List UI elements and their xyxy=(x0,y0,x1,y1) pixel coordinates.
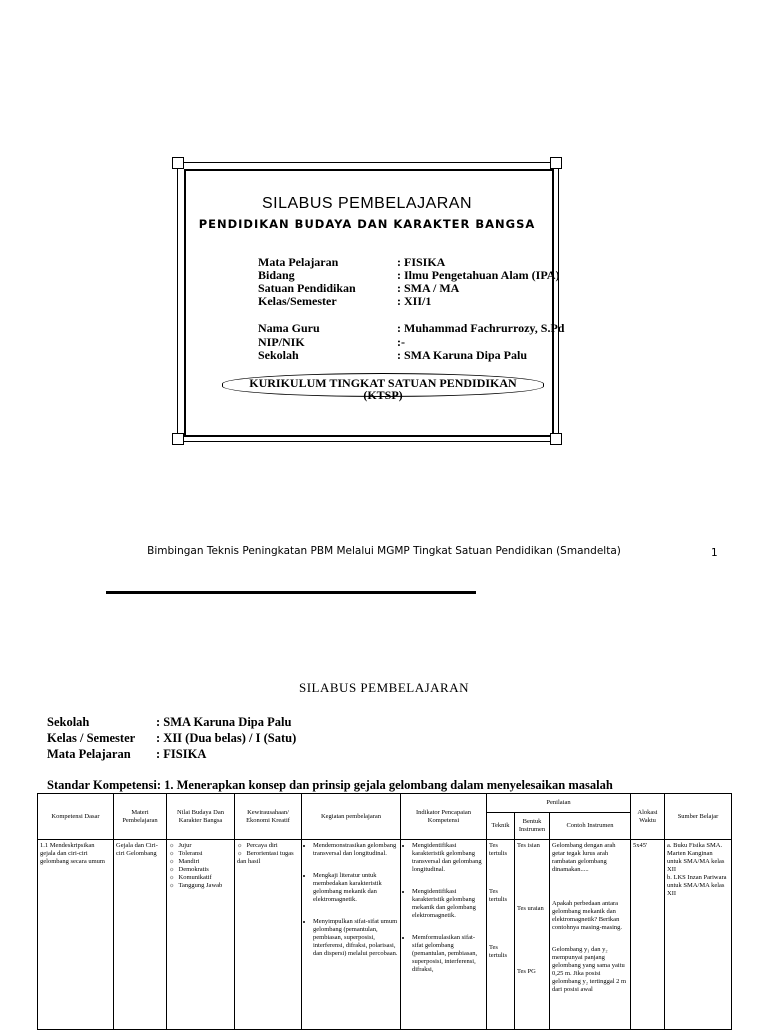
list-item: ☼ Toleransi xyxy=(169,850,232,858)
col-header: Kompetensi Dasar xyxy=(38,794,114,840)
col-header: Kewirausahaan/ Ekonomi Kreatif xyxy=(235,794,302,840)
cell-materi: Gejala dan Ciri-ciri Gelombang xyxy=(114,840,167,1030)
list-item: ☼ Demokratis xyxy=(169,866,232,874)
page-title: SILABUS PEMBELAJARAN xyxy=(299,680,469,695)
cell-teknik xyxy=(487,840,515,1030)
cover-subtitle: PENDIDIKAN BUDAYA DAN KARAKTER BANGSA xyxy=(198,217,536,231)
frame-corner xyxy=(550,433,562,445)
syllabus-table xyxy=(37,793,732,1030)
cell-text: Apakah perbedaan antara gelombang mekanik dan elektromagnetik? Berikan contohnya masing-masing. xyxy=(552,900,623,931)
meta-label: Mata Pelajaran xyxy=(47,747,131,761)
cell-sumber xyxy=(665,840,732,1030)
info-label: Kelas/Semester xyxy=(258,294,337,308)
list-item: • Mendemonstrasikan gelombang transversal dan longitudinal. xyxy=(313,842,398,858)
info-value: : SMA / MA xyxy=(397,281,460,295)
cell-text: Tes uraian xyxy=(517,905,544,912)
header-row xyxy=(38,794,732,813)
frame-corner xyxy=(172,157,184,169)
col-header: Sumber Belajar xyxy=(665,794,732,840)
info-label: Sekolah xyxy=(258,348,299,362)
list-item: • Menyimpulkan sifat-sifat umum gelombang (pemantulan, pembiasan, superposisi, interferensi, difraksi, polarisasi, dan dispersi) melalui percobaan. xyxy=(313,918,398,958)
list-item: ☼ Mandiri xyxy=(169,858,232,866)
cell-text: Tes tertulis xyxy=(489,842,508,857)
info-value: : SMA Karuna Dipa Palu xyxy=(397,348,528,362)
cell-alokasi: 5x45' xyxy=(631,840,665,1030)
cell-bentuk xyxy=(515,840,550,1030)
info-value: :- xyxy=(397,335,405,349)
list-item: ☼ Berorientasi tugas dan hasil xyxy=(237,850,299,866)
ktsp-line-2: (KTSP) xyxy=(363,388,403,402)
horizontal-rule xyxy=(106,591,476,594)
list-item: ☼ Tanggung Jawab xyxy=(169,882,232,890)
frame-corner xyxy=(172,433,184,445)
cell-nilai xyxy=(167,840,235,1030)
ktsp-line-1: KURIKULUM TINGKAT SATUAN PENDIDIKAN xyxy=(249,376,517,390)
list-item: • Mengkaji literatur untuk membedakan karakteristik gelombang mekanik dan elektromagnetik. xyxy=(313,872,398,904)
cell-text: Tes tertulis xyxy=(489,888,508,903)
col-header: Nilai Budaya Dan Karakter Bangsa xyxy=(167,794,235,840)
cell-kewira xyxy=(235,840,302,1030)
cover-title: SILABUS PEMBELAJARAN xyxy=(261,195,473,212)
table-row xyxy=(38,840,732,1030)
standar-kompetensi: Standar Kompetensi: 1. Menerapkan konsep dan prinsip gejala gelombang dalam menyelesaikan masalah xyxy=(47,778,613,792)
info-label: Nama Guru xyxy=(258,321,320,335)
cell-kegiatan xyxy=(302,840,401,1030)
col-header: Kegiatan pembelajaran xyxy=(302,794,401,840)
cell-text: b. LKS Inzan Pariwara untuk SMA/MA kelas XII xyxy=(667,874,727,897)
meta-value: : XII (Dua belas) / I (Satu) xyxy=(156,731,297,745)
cell-indikator xyxy=(401,840,487,1030)
list-item: • Mengidentifikasi karakteristik gelombang mekanik dan gelombang elektromagnetik. xyxy=(412,888,484,920)
ktsp-box xyxy=(222,373,544,402)
list-item: • Memformulasikan sifat-sifat gelombang (pemantulan, pembiasan, superposisi, interferensi, difraksi, xyxy=(412,934,484,974)
cell-text: Tes isian xyxy=(517,842,540,849)
col-header: Penilaian xyxy=(487,794,631,813)
col-header: Bentuk Instrumen xyxy=(515,813,550,840)
page-number: 1 xyxy=(711,547,718,559)
cell-kd: 1.1 Mendeskripsikan gejala dan ciri-ciri gelombang secara umum xyxy=(38,840,114,1030)
info-label: Satuan Pendidikan xyxy=(258,281,356,295)
cell-text: a. Buku Fisika SMA. Marten Kanginan untuk SMA/MA kelas XII xyxy=(667,842,725,873)
meta-value: : SMA Karuna Dipa Palu xyxy=(156,715,292,729)
frame-corner xyxy=(550,157,562,169)
info-value: : Ilmu Pengetahuan Alam (IPA) xyxy=(397,268,560,282)
cell-text: Gelombang dengan arah getar tegak lurus arah rambatan gelombang dinamakan..... xyxy=(552,842,616,873)
list-item: ☼ Jujur xyxy=(169,842,232,850)
col-header: Alokasi Waktu xyxy=(631,794,665,840)
cell-contoh xyxy=(550,840,631,1030)
list-item: ☼ Percaya diri xyxy=(237,842,299,850)
col-header: Materi Pembelajaran xyxy=(114,794,167,840)
info-value: : XII/1 xyxy=(397,294,432,308)
cell-text: Tes PG xyxy=(517,968,536,975)
info-label: NIP/NIK xyxy=(258,335,305,349)
list-item: • Mengidentifikasi karakteristik gelombang transversal dan gelombang longitudinal. xyxy=(412,842,484,874)
list-item: ☼ Komunikatif xyxy=(169,874,232,882)
page-footer: Bimbingan Teknis Peningkatan PBM Melalui MGMP Tingkat Satuan Pendidikan (Smandelta) xyxy=(147,545,621,557)
meta-label: Sekolah xyxy=(47,715,90,729)
col-header: Contoh Instrumen xyxy=(550,813,631,840)
meta-value: : FISIKA xyxy=(156,747,207,761)
info-label: Bidang xyxy=(258,268,295,282)
info-value: : Muhammad Fachrurrozy, S.Pd xyxy=(397,321,565,335)
cell-text: Tes tertulis xyxy=(489,944,508,959)
col-header: Indikator Pencapaian Kompetensi xyxy=(401,794,487,840)
meta-label: Kelas / Semester xyxy=(47,731,136,745)
col-header: Teknik xyxy=(487,813,515,840)
info-value: : FISIKA xyxy=(397,255,446,269)
info-label: Mata Pelajaran xyxy=(258,255,339,269)
cell-text: Gelombang y₁ dan y₂ mempunyai panjang gelombang yang sama yaitu 0,25 m. Jika posisi gelombang y₂ tertinggal 2 m dari posisi awal xyxy=(552,946,627,993)
